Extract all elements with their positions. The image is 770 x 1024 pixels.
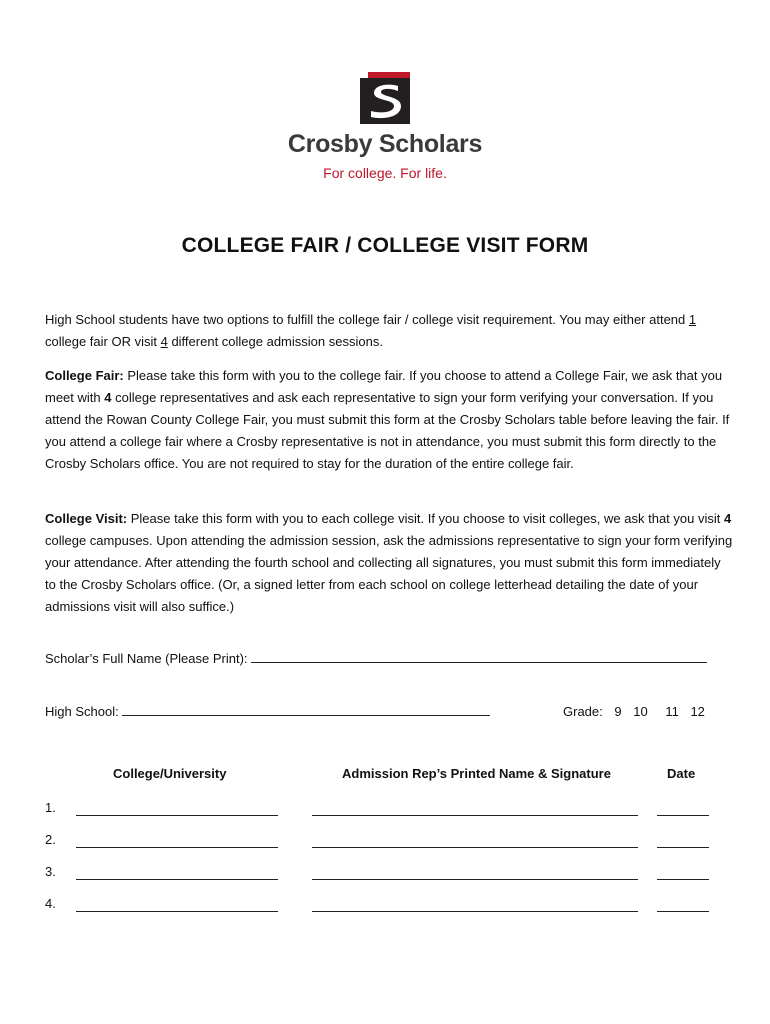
college-blank[interactable] xyxy=(76,911,278,912)
form-title: COLLEGE FAIR / COLLEGE VISIT FORM xyxy=(181,234,589,257)
college-university-header: College/University xyxy=(113,766,227,781)
grade-selector xyxy=(563,704,713,719)
high-school-label: High School: xyxy=(45,704,119,719)
college-visit-text-2: college campuses. Upon attending the admission session, ask the admissions representative to sign your form verifying your attendance. After attending the fourth school and collecting all signatures, you must submit this form immediately to the Crosby Scholars office. (Or, a signed letter from each school on college letterhead detailing the date of your admissions visit will also suffice.) xyxy=(45,533,733,614)
rep-signature-blank[interactable] xyxy=(312,911,638,912)
row-number: 4. xyxy=(45,896,56,911)
date-blank[interactable] xyxy=(657,847,709,848)
row-number: 1. xyxy=(45,800,56,815)
scholar-name-blank[interactable] xyxy=(251,651,707,663)
intro-paragraph xyxy=(45,309,735,353)
logo-wordmark: Crosby Scholars xyxy=(287,130,483,158)
high-school-blank[interactable] xyxy=(122,704,490,716)
scholar-name-field xyxy=(45,651,707,666)
row-number: 3. xyxy=(45,864,56,879)
rep-signature-blank[interactable] xyxy=(312,879,638,880)
college-fair-text: Please take this form with you to the college fair. If you choose to attend a College Fair, we ask that you meet with xyxy=(45,368,723,405)
college-fair-label: College Fair: xyxy=(45,368,124,383)
intro-text-2: college fair OR visit xyxy=(45,334,161,349)
rep-signature-blank[interactable] xyxy=(312,815,638,816)
college-blank[interactable] xyxy=(76,815,278,816)
date-blank[interactable] xyxy=(657,815,709,816)
logo-tagline: For college. For life. xyxy=(323,165,447,181)
college-visit-text: Please take this form with you to each college visit. If you choose to visit colleges, we ask that you visit xyxy=(127,511,724,526)
row-number: 2. xyxy=(45,832,56,847)
college-fair-rep-count: 4 xyxy=(104,390,112,405)
intro-visit-count: 4 xyxy=(160,334,168,349)
college-visit-label: College Visit: xyxy=(45,511,128,526)
rep-signature-blank[interactable] xyxy=(312,847,638,848)
grade-option-10[interactable]: 10 xyxy=(633,704,648,719)
college-visit-count: 4 xyxy=(723,511,732,526)
date-blank[interactable] xyxy=(657,911,709,912)
college-visit-paragraph xyxy=(45,508,735,618)
high-school-field xyxy=(45,704,490,719)
admission-rep-header: Admission Rep’s Printed Name & Signature xyxy=(342,766,611,781)
date-blank[interactable] xyxy=(657,879,709,880)
college-fair-paragraph xyxy=(45,365,735,475)
college-blank[interactable] xyxy=(76,847,278,848)
grade-option-11[interactable]: 11 xyxy=(665,704,679,719)
college-fair-text-2: college representatives and ask each representative to sign your form verifying your conversation. If you attend the Rowan County College Fair, you must submit this form at the Crosby Scholars table before leaving the fair. If you attend a college fair where a Crosby representative is not in attendance, you must submit this form directly to the Crosby Scholars office. You are not required to stay for the duration of the entire college fair. xyxy=(45,390,730,471)
grade-option-9[interactable]: 9 xyxy=(614,704,622,719)
grade-option-12[interactable]: 12 xyxy=(690,704,705,719)
crosby-scholars-logo xyxy=(280,72,490,188)
date-header: Date xyxy=(667,766,696,781)
intro-text-3: different college admission sessions. xyxy=(167,334,383,349)
intro-fair-count: 1 xyxy=(688,312,697,327)
intro-text: High School students have two options to fulfill the college fair / college visit requirement. You may either attend xyxy=(45,312,689,327)
crosby-s-mark-icon xyxy=(360,72,410,124)
college-blank[interactable] xyxy=(76,879,278,880)
scholar-name-label: Scholar’s Full Name (Please Print): xyxy=(45,651,248,666)
grade-label: Grade: xyxy=(563,704,603,719)
